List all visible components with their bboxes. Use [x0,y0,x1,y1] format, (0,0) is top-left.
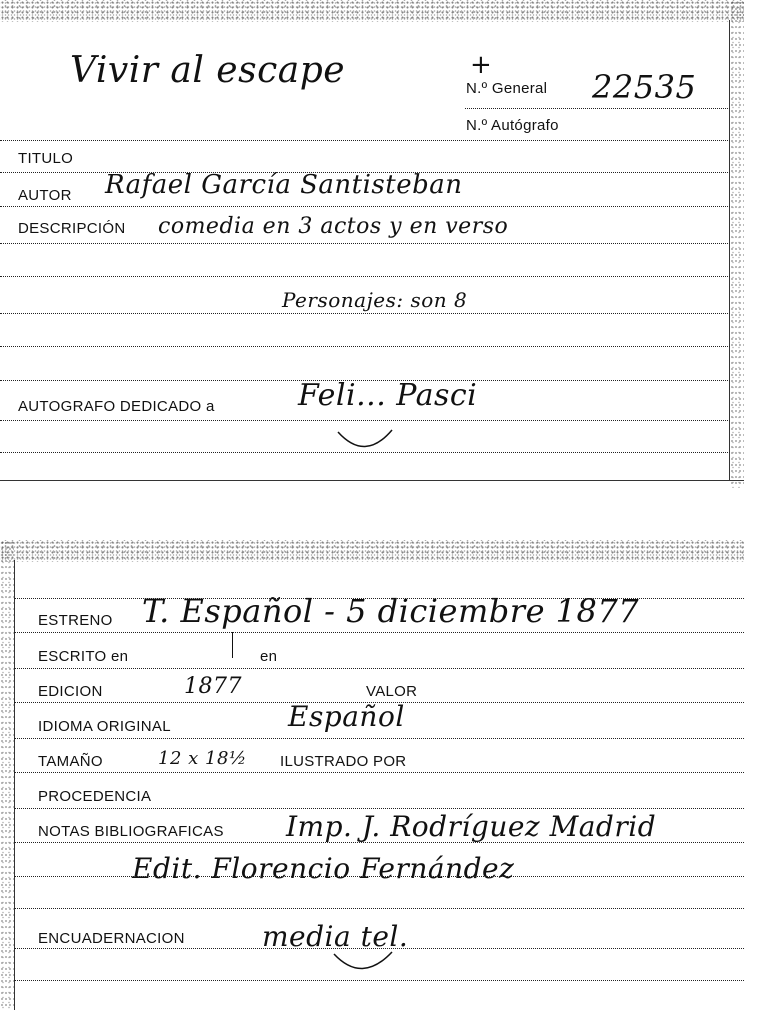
b-rule-9 [14,908,744,909]
scan-edge-top [0,0,744,22]
bottom-catalog-card [0,540,744,1010]
idioma-label: IDIOMA ORIGINAL [38,718,171,735]
b-rule-4 [14,738,744,739]
card-right-border [729,20,730,480]
b-rule-11 [14,980,744,981]
b-rule-6 [14,808,744,809]
autor-value: Rafael García Santisteban [105,170,463,200]
signature-flourish-bottom [328,944,398,980]
rule-7 [0,346,730,347]
rule-numero-general [465,108,730,109]
descripcion-value: comedia en 3 actos y en verso [158,214,509,239]
ilustrado-label: ILUSTRADO POR [280,753,407,770]
tamano-value: 12 x 18½ [158,748,247,769]
b-rule-1 [14,632,744,633]
card-left-border [14,560,15,1010]
scan-edge-left [0,540,14,1010]
top-catalog-card [0,0,744,488]
rule-1 [0,140,730,141]
scan-edge-top-bottom-card [0,540,744,562]
b-rule-2 [14,668,744,669]
b-rule-8 [14,876,744,877]
tamano-label: TAMAÑO [38,753,103,770]
autografo-label: AUTOGRAFO DEDICADO a [18,398,215,415]
procedencia-label: PROCEDENCIA [38,788,152,805]
en-label: en [260,648,278,665]
personajes-value: Personajes: son 8 [282,288,468,312]
encuadernacion-value: media tel. [262,920,409,953]
estreno-label: ESTRENO [38,612,113,629]
encuadernacion-label: ENCUADERNACION [38,930,185,947]
title-handwritten: Vivir al escape [70,50,346,91]
b-rule-7 [14,842,744,843]
numero-general-label: N.º General [466,80,548,97]
card-bottom-border [0,480,744,481]
titulo-label: TITULO [18,150,74,167]
rule-5 [0,276,730,277]
edicion-label: EDICION [38,683,103,700]
notas-value-line2: Edit. Florencio Fernández [132,852,515,885]
rule-9 [0,420,730,421]
cross-mark: + [470,50,492,80]
b-rule-10 [14,948,744,949]
estreno-value: T. Español - 5 diciembre 1877 [142,592,640,630]
rule-4 [0,243,730,244]
descripcion-label: DESCRIPCIÓN [18,220,126,237]
escrito-label: ESCRITO en [38,648,129,665]
rule-10 [0,452,730,453]
pen-stroke [232,632,233,658]
notas-label: NOTAS BIBLIOGRAFICAS [38,823,224,840]
autor-label: AUTOR [18,187,72,204]
valor-label: VALOR [366,683,418,700]
autografo-value: Feli... Pasci [298,378,478,413]
rule-3 [0,206,730,207]
b-rule-5 [14,772,744,773]
numero-general-value: 22535 [592,68,697,106]
notas-value-line1: Imp. J. Rodríguez Madrid [286,810,657,843]
idioma-value: Español [288,700,405,733]
scan-edge-right [730,0,744,488]
rule-6 [0,313,730,314]
edicion-value: 1877 [184,674,242,699]
numero-autografo-label: N.º Autógrafo [466,117,559,134]
